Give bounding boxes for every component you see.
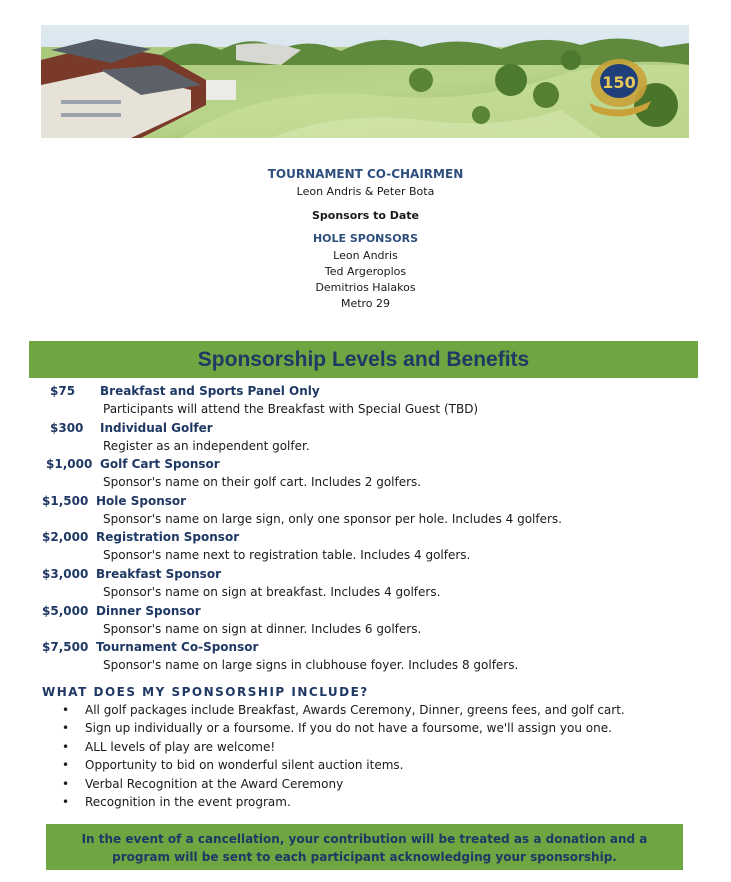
level-description: Sponsor's name on large signs in clubhouse foyer. Includes 8 golfers. <box>103 658 519 673</box>
hole-sponsor-name: Demitrios Halakos <box>315 281 416 294</box>
sponsorship-level <box>0 567 731 604</box>
sponsorship-level <box>0 530 731 567</box>
level-description: Sponsor's name on their golf cart. Includes 2 golfers. <box>103 475 422 490</box>
bullet-icon: • <box>62 721 70 736</box>
includes-item-text: Recognition in the event program. <box>85 794 291 809</box>
level-description: Register as an independent golfer. <box>103 438 310 453</box>
sponsorship-level <box>0 640 731 677</box>
sponsorship-levels-banner <box>29 341 698 378</box>
level-name: Registration Sponsor <box>96 530 240 545</box>
level-price: $1,000 <box>46 457 93 472</box>
hole-sponsor-name: Ted Argeroplos <box>324 265 407 278</box>
hole-sponsors-title: HOLE SPONSORS <box>312 232 419 245</box>
chairmen-names: Leon Andris & Peter Bota <box>296 185 435 198</box>
cancellation-notice <box>46 824 683 870</box>
bullet-icon: • <box>62 739 70 754</box>
sponsorship-level <box>0 604 731 641</box>
includes-heading: WHAT DOES MY SPONSORSHIP INCLUDE? <box>42 685 369 699</box>
includes-item-text: Sign up individually or a foursome. If you do not have a foursome, we'll assign you one. <box>85 721 612 736</box>
hole-sponsor-name: Metro 29 <box>340 297 391 310</box>
sponsorship-level <box>0 421 731 458</box>
level-price: $3,000 <box>42 566 89 581</box>
level-name: Hole Sponsor <box>96 493 187 508</box>
level-description: Sponsor's name next to registration table. Includes 4 golfers. <box>103 548 471 563</box>
level-description: Sponsor's name on sign at breakfast. Includes 4 golfers. <box>103 584 441 599</box>
hole-sponsors-list <box>0 248 731 312</box>
cancellation-notice-line: In the event of a cancellation, your contribution will be treated as a donation and a <box>81 832 648 846</box>
level-name: Breakfast and Sports Panel Only <box>100 384 320 398</box>
includes-item <box>62 777 625 795</box>
includes-item-text: Verbal Recognition at the Award Ceremony <box>85 776 344 791</box>
chairmen-title: TOURNAMENT CO-CHAIRMEN <box>267 167 464 181</box>
bullet-icon: • <box>62 758 70 773</box>
level-description: Sponsor's name on sign at dinner. Includes 6 golfers. <box>103 621 422 636</box>
level-name: Breakfast Sponsor <box>96 566 221 581</box>
golf-course-image <box>41 25 689 138</box>
level-name: Individual Golfer <box>100 420 213 435</box>
includes-item <box>62 721 625 739</box>
golf-course-banner <box>41 25 689 138</box>
sponsors-to-date-heading: Sponsors to Date <box>311 209 419 222</box>
level-price: $300 <box>50 420 84 435</box>
includes-list <box>62 703 625 813</box>
level-name: Golf Cart Sponsor <box>100 457 220 472</box>
svg-text:150: 150 <box>602 73 636 92</box>
level-price: $1,500 <box>42 493 89 508</box>
includes-item <box>62 795 625 813</box>
bullet-icon: • <box>62 703 70 717</box>
hole-sponsor-name: Leon Andris <box>333 249 398 262</box>
sponsorship-level <box>0 457 731 494</box>
includes-item-text: All golf packages include Breakfast, Awards Ceremony, Dinner, greens fees, and golf cart. <box>85 703 625 717</box>
level-price: $2,000 <box>42 530 89 545</box>
sponsorship-levels-list <box>0 384 731 677</box>
bullet-icon: • <box>62 776 70 791</box>
level-description: Sponsor's name on large sign, only one sponsor per hole. Includes 4 golfers. <box>103 511 562 526</box>
includes-item <box>62 740 625 758</box>
bullet-icon: • <box>62 794 70 809</box>
level-description: Participants will attend the Breakfast with Special Guest (TBD) <box>103 402 479 416</box>
level-name: Tournament Co-Sponsor <box>96 640 259 655</box>
includes-item-text: Opportunity to bid on wonderful silent auction items. <box>85 758 404 773</box>
level-name: Dinner Sponsor <box>96 603 201 618</box>
level-price: $75 <box>50 384 76 398</box>
level-price: $7,500 <box>42 640 89 655</box>
level-price: $5,000 <box>42 603 89 618</box>
sponsorship-levels-heading: Sponsorship Levels and Benefits <box>197 348 530 371</box>
sponsorship-level <box>0 384 731 421</box>
includes-item-text: ALL levels of play are welcome! <box>85 739 276 754</box>
cancellation-notice-line: program will be sent to each participant acknowledging your sponsorship. <box>112 850 617 864</box>
sponsorship-level <box>0 494 731 531</box>
includes-item <box>62 703 625 721</box>
includes-item <box>62 758 625 776</box>
